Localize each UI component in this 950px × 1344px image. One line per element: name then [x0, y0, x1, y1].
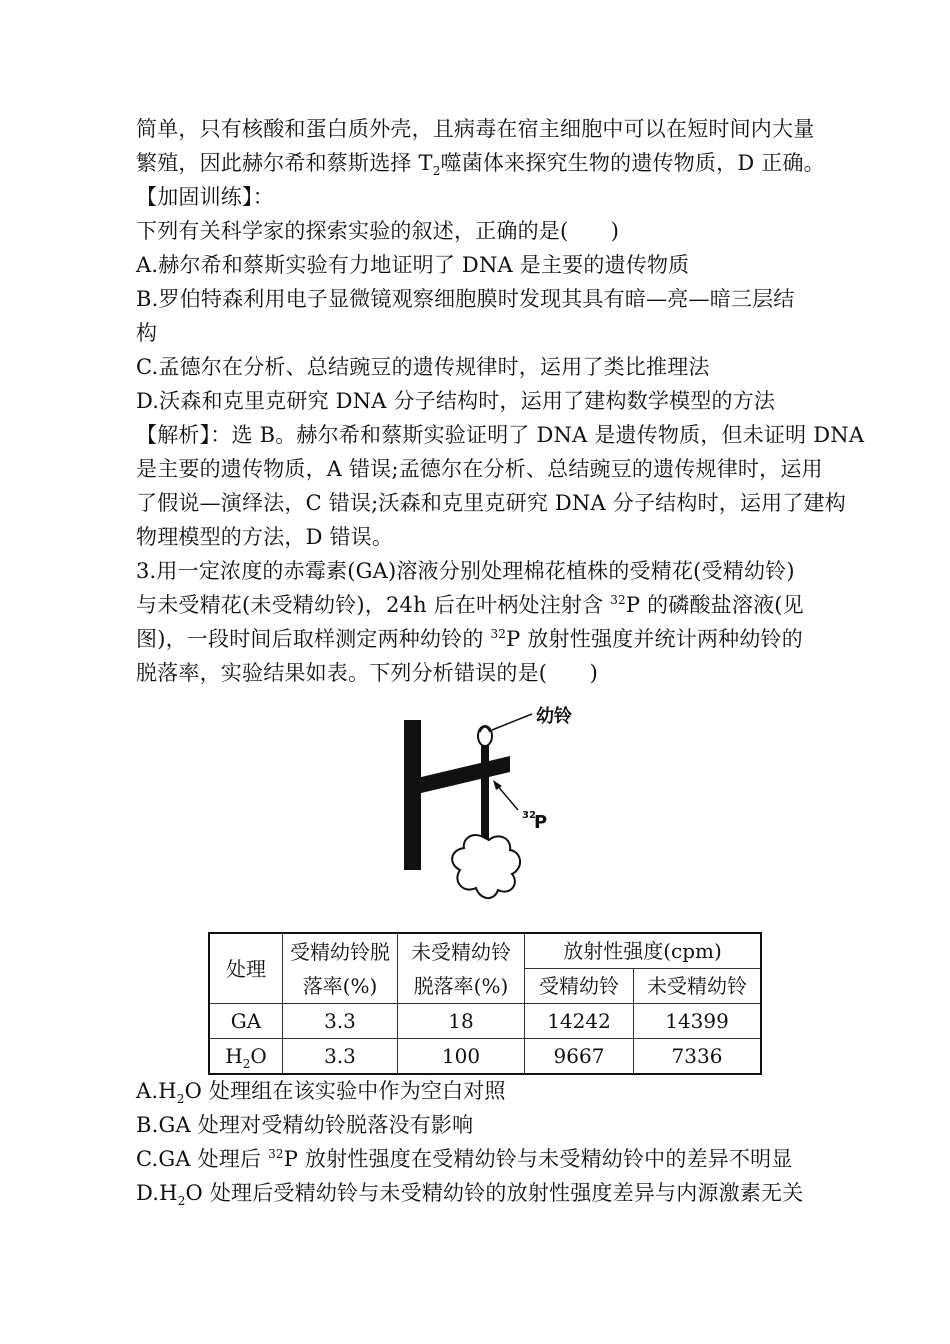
petiole: [481, 742, 489, 842]
header-radioactivity: 放射性强度(cpm): [525, 933, 762, 969]
option-a-text: A.H: [136, 1079, 177, 1103]
cell-subscript: 2: [242, 1057, 251, 1071]
cell-fert-drop: 3.3: [283, 1039, 398, 1075]
reinforce-option-a: A.赫尔希和蔡斯实验有力地证明了 DNA 是主要的遗传物质: [136, 253, 690, 277]
q3-line-3: [136, 622, 836, 656]
header-fertilized-drop-rate: [283, 933, 398, 1004]
cell-radio-fert: 14242: [525, 1004, 634, 1039]
cell-radio-fert: 9667: [525, 1039, 634, 1075]
injection-arrow: [496, 784, 518, 810]
header-radio-unfertilized: 未受精幼铃: [634, 969, 762, 1004]
option-d-text: D.H: [136, 1181, 178, 1205]
q3-line-2: [136, 588, 836, 622]
isotope-superscript: 32: [610, 593, 626, 607]
results-table: [208, 932, 762, 1075]
isotope-superscript: 32: [490, 627, 507, 641]
option-c: [136, 1142, 836, 1176]
header-text: 未受精幼铃: [411, 939, 511, 964]
cell-text: O: [250, 1044, 267, 1068]
main-stem: [404, 720, 421, 870]
table-header-row-1: [209, 933, 761, 969]
cell-radio-unfert: 7336: [634, 1039, 762, 1075]
h2o-subscript: 2: [176, 1092, 185, 1107]
boll-leader-line: [492, 714, 532, 730]
header-treatment: 处理: [209, 933, 283, 1004]
document-body: [136, 112, 865, 690]
p-isotope-sup: 32: [522, 810, 536, 821]
option-d: [136, 1176, 836, 1210]
reinforce-option-b-line-1: B.罗伯特森利用电子显微镜观察细胞膜时发现其具有暗—亮—暗三层结: [136, 287, 795, 311]
reinforce-option-d: D.沃森和克里克研究 DNA 分子结构时，运用了建构数学模型的方法: [136, 389, 776, 413]
plant-diagram: [392, 700, 592, 910]
header-radio-fertilized: 受精幼铃: [525, 969, 634, 1004]
isotope-superscript: 32: [268, 1147, 284, 1161]
analysis-line-2: 是主要的遗传物质，A 错误;孟德尔在分析、总结豌豆的遗传规律时，运用: [136, 457, 823, 481]
header-text: 脱落率(%): [413, 973, 509, 998]
header-unfertilized-drop-rate: [398, 933, 525, 1004]
q3-line-2-tail: P 的磷酸盐溶液(见: [625, 593, 804, 617]
option-a-tail: O 处理组在该实验中作为空白对照: [184, 1079, 506, 1103]
reinforce-heading: 【加固训练】：: [136, 185, 274, 209]
cell-treatment: [209, 1039, 283, 1075]
intro-line-1: 简单，只有核酸和蛋白质外壳，且病毒在宿主细胞中可以在短时间内大量: [136, 117, 815, 141]
option-c-text: C.GA 处理后: [136, 1147, 269, 1171]
q3-line-3-tail: P 放射性强度并统计两种幼铃的: [506, 627, 803, 651]
option-a: [136, 1074, 836, 1108]
cell-radio-unfert: 14399: [634, 1004, 762, 1039]
header-text: 受精幼铃脱: [290, 939, 390, 964]
intro-line-2: [136, 146, 836, 180]
reinforce-option-c: C.孟德尔在分析、总结豌豆的遗传规律时，运用了类比推理法: [136, 355, 710, 379]
q3-line-1: 3.用一定浓度的赤霉素(GA)溶液分别处理棉花植株的受精花(受精幼铃): [136, 559, 795, 583]
boll-label: 幼铃: [536, 706, 572, 727]
intro-line-2-text: 繁殖，因此赫尔希和蔡斯选择 T: [136, 151, 433, 175]
p-label: P: [534, 812, 548, 833]
analysis-line-3: 了假说—演绎法，C 错误;沃森和克里克研究 DNA 分子结构时，运用了建构: [136, 491, 846, 515]
option-d-tail: O 处理后受精幼铃与未受精幼铃的放射性强度差异与内源激素无关: [185, 1181, 804, 1205]
plant-diagram-svg: [392, 700, 592, 910]
q3-line-3-text: 图)，一段时间后取样测定两种幼铃的: [136, 627, 491, 651]
cell-unfert-drop: 100: [398, 1039, 525, 1075]
option-b: B.GA 处理对受精幼铃脱落没有影响: [136, 1113, 474, 1137]
leaf: [452, 835, 520, 898]
intro-line-2-tail: 噬菌体来探究生物的遗传物质，D 正确。: [440, 151, 825, 175]
q3-line-2-text: 与未受精花(未受精幼铃)，24h 后在叶柄处注射含: [136, 593, 611, 617]
young-boll: [478, 726, 492, 746]
cell-treatment: [209, 1004, 283, 1039]
analysis-line-4: 物理模型的方法，D 错误。: [136, 525, 394, 549]
q3-line-4: 脱落率，实验结果如表。下列分析错误的是( ): [136, 661, 598, 685]
cell-text: H: [225, 1044, 243, 1068]
h2o-subscript: 2: [177, 1194, 186, 1209]
reinforce-question: 下列有关科学家的探索实验的叙述，正确的是( ): [136, 219, 620, 243]
table-row: [209, 1004, 761, 1039]
t2-subscript: 2: [432, 164, 441, 179]
reinforce-option-b-line-2: 构: [136, 321, 158, 345]
option-c-tail: P 放射性强度在受精幼铃与未受精幼铃中的差异不明显: [283, 1147, 793, 1171]
cell-text: GA: [230, 1009, 262, 1033]
cell-unfert-drop: 18: [398, 1004, 525, 1039]
table-row: [209, 1039, 761, 1075]
answer-options: [136, 1074, 836, 1210]
cell-fert-drop: 3.3: [283, 1004, 398, 1039]
analysis-line-1: 【解析】：选 B。赫尔希和蔡斯实验证明了 DNA 是遗传物质，但未证明 DNA: [136, 423, 865, 447]
header-text: 落率(%): [302, 973, 378, 998]
